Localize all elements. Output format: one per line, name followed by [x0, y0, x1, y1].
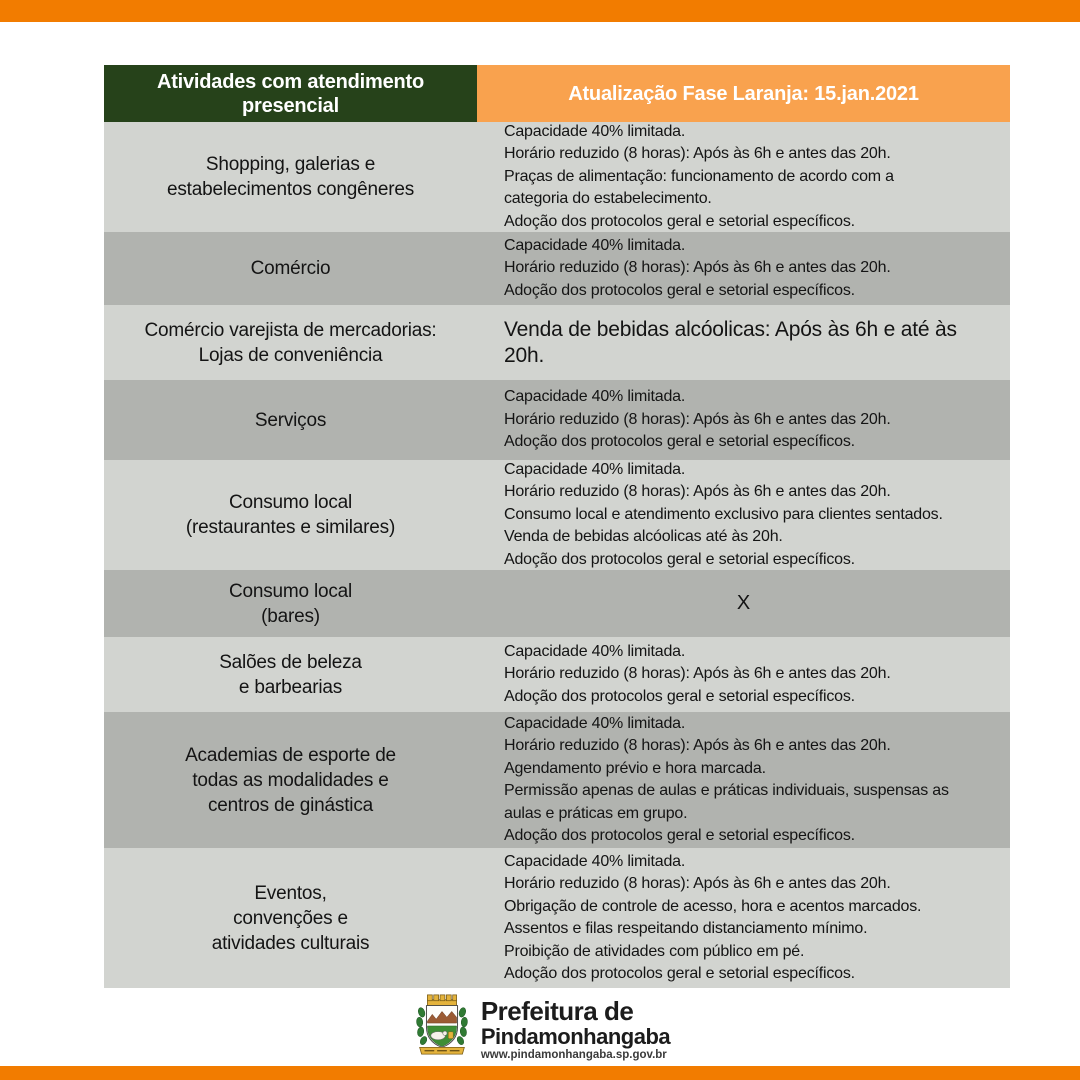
details-line: Venda de bebidas alcóolicas até às 20h.	[504, 528, 783, 546]
activity-line: Serviços	[254, 409, 327, 431]
brand-line1: Prefeitura de	[480, 996, 634, 1026]
details-line: Horário reduzido (8 horas): Após às 6h e antes das 20h.	[504, 259, 891, 277]
details-line: Capacidade 40% limitada.	[504, 852, 686, 870]
activity-cell	[104, 637, 477, 712]
activity-line: Academias de esporte de	[185, 744, 396, 766]
activity-line: Eventos,	[254, 882, 327, 904]
details-line: Horário reduzido (8 horas): Após às 6h e antes das 20h.	[504, 483, 891, 501]
header-update-phase-label: Atualização Fase Laranja: 15.jan.2021	[568, 82, 919, 105]
details-cell	[477, 848, 1010, 988]
details-line: Horário reduzido (8 horas): Após às 6h e antes das 20h.	[504, 145, 891, 163]
table-row	[104, 848, 1010, 988]
details-line: Capacidade 40% limitada.	[504, 714, 686, 732]
details-line: X	[736, 592, 751, 615]
details-line: aulas e práticas em grupo.	[504, 804, 688, 822]
details-line: Agendamento prévio e hora marcada.	[504, 759, 766, 777]
details-line: Assentos e filas respeitando distanciamento mínimo.	[504, 920, 868, 937]
table-row	[104, 305, 1010, 380]
activity-line: atividades culturais	[211, 932, 370, 954]
header-update-phase	[477, 65, 1010, 122]
brand-text	[481, 991, 670, 1062]
city-crest-icon	[410, 991, 474, 1064]
details-line: categoria do estabelecimento.	[504, 190, 712, 208]
details-cell	[477, 380, 1010, 460]
header-activities	[104, 65, 477, 122]
header-activities-line1: Atividades com atendimento	[156, 70, 425, 93]
activity-line: (bares)	[261, 605, 320, 627]
details-line: Adoção dos protocolos geral e setorial específicos.	[504, 433, 855, 451]
details-line: Praças de alimentação: funcionamento de acordo com a	[504, 167, 894, 185]
activity-line: (restaurantes e similares)	[185, 517, 396, 538]
activity-line: Shopping, galerias e	[205, 154, 376, 175]
crest-ribbon	[420, 1047, 465, 1054]
details-line: Adoção dos protocolos geral e setorial específicos.	[504, 212, 855, 230]
activity-line: Comércio varejista de mercadorias:	[144, 319, 437, 341]
details-cell	[477, 460, 1010, 570]
activity-cell	[104, 232, 477, 305]
details-line: Capacidade 40% limitada.	[504, 388, 686, 406]
top-orange-bar	[0, 0, 1080, 22]
brand-line2: Pindamonhangaba	[480, 1024, 671, 1049]
table-row	[104, 637, 1010, 712]
details-cell	[477, 570, 1010, 637]
details-line: Permissão apenas de aulas e práticas individuais, suspensas as	[504, 782, 949, 799]
details-line: Horário reduzido (8 horas): Após às 6h e antes das 20h.	[504, 410, 891, 428]
activity-cell	[104, 380, 477, 460]
details-line: Obrigação de controle de acesso, hora e acentos marcados.	[504, 897, 922, 915]
table-row	[104, 712, 1010, 848]
bottom-orange-bar	[0, 1066, 1080, 1080]
details-line: Consumo local e atendimento exclusivo para clientes sentados.	[504, 505, 943, 523]
details-cell	[477, 305, 1010, 380]
activity-line: Consumo local	[228, 580, 353, 602]
details-cell	[477, 232, 1010, 305]
table-header-row	[104, 65, 1010, 122]
activity-line: Salões de beleza	[219, 651, 362, 673]
table-body	[104, 122, 1010, 988]
details-line: Adoção dos protocolos geral e setorial específicos.	[504, 687, 855, 705]
footer-brand	[0, 991, 1080, 1064]
details-line: Adoção dos protocolos geral e setorial específicos.	[504, 550, 855, 568]
details-line: Horário reduzido (8 horas): Após às 6h e antes das 20h.	[504, 737, 891, 754]
details-line: Horário reduzido (8 horas): Após às 6h e antes das 20h.	[504, 665, 891, 683]
brand-website: www.pindamonhangaba.sp.gov.br	[480, 1049, 667, 1061]
details-line: Adoção dos protocolos geral e setorial específicos.	[504, 281, 855, 299]
details-cell	[477, 712, 1010, 848]
activity-line: convenções e	[233, 907, 348, 929]
crest-shield	[426, 1006, 457, 1048]
activity-line: Consumo local	[228, 492, 353, 513]
activity-cell	[104, 712, 477, 848]
activity-line: Comércio	[250, 258, 331, 279]
details-line: Capacidade 40% limitada.	[504, 642, 686, 660]
activity-table	[104, 65, 1010, 988]
details-line: Proibição de atividades com público em pé.	[504, 942, 805, 960]
header-activities-line2: presencial	[242, 94, 339, 117]
table-row	[104, 380, 1010, 460]
activity-line: Lojas de conveniência	[198, 344, 383, 366]
details-line: Venda de bebidas alcóolicas: Após às 6h e até às 20h.	[504, 317, 957, 367]
activity-line: estabelecimentos congêneres	[166, 179, 415, 200]
details-line: Capacidade 40% limitada.	[504, 122, 686, 140]
details-line: Horário reduzido (8 horas): Após às 6h e antes das 20h.	[504, 875, 891, 892]
activity-cell	[104, 570, 477, 637]
table-row	[104, 570, 1010, 637]
crest-crown	[427, 995, 456, 1006]
details-line: Capacidade 40% limitada.	[504, 236, 686, 254]
details-line: Capacidade 40% limitada.	[504, 460, 686, 478]
table-row	[104, 232, 1010, 305]
activity-line: e barbearias	[238, 676, 343, 698]
activity-cell	[104, 305, 477, 380]
table-row	[104, 460, 1010, 570]
details-cell	[477, 122, 1010, 232]
table-row	[104, 122, 1010, 232]
activity-line: centros de ginástica	[208, 794, 373, 816]
activity-line: todas as modalidades e	[192, 769, 389, 791]
activity-cell	[104, 122, 477, 232]
details-line: Adoção dos protocolos geral e setorial específicos.	[504, 827, 855, 844]
activity-cell	[104, 460, 477, 570]
details-cell	[477, 637, 1010, 712]
details-line: Adoção dos protocolos geral e setorial específicos.	[504, 965, 855, 982]
activity-cell	[104, 848, 477, 988]
